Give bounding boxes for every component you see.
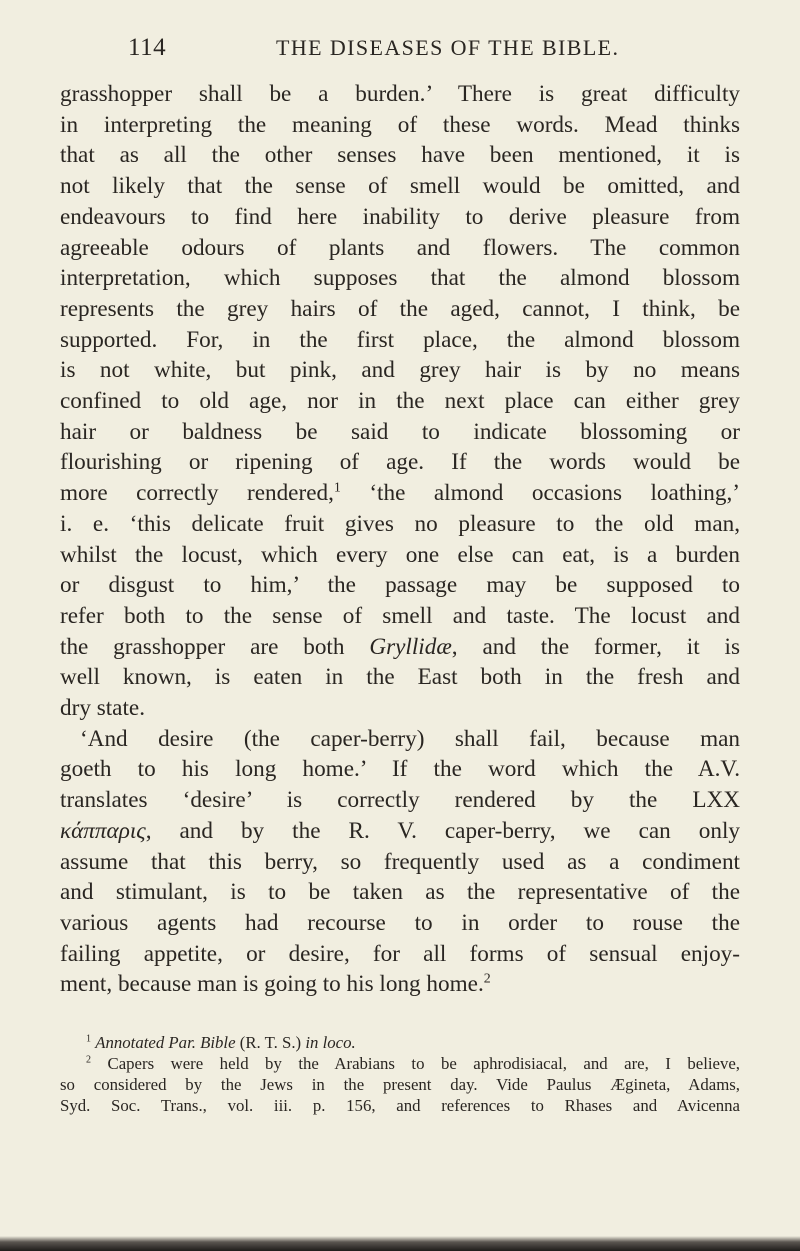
text-line: hair or baldness be said to indicate blossoming or: [60, 418, 740, 445]
text-line: dry state.: [60, 695, 145, 722]
footnote-text: Capers were held by the Arabians to be aphrodisiacal, and are, I believe,: [91, 1054, 740, 1073]
italic-term: Gryllidæ: [369, 633, 452, 660]
footnote-marker: 2: [86, 1054, 92, 1066]
text-line: ‘And desire (the caper-berry) shall fail, because man: [80, 725, 740, 752]
footnote-ref-2: 2: [483, 971, 491, 987]
text-line: various agents had recourse to in order to rouse the: [60, 909, 740, 936]
text-segment: , and by the R. V. caper-berry, we can only: [145, 817, 740, 844]
footnote-text: in loco.: [305, 1033, 356, 1052]
text-segment: , and the former, it is: [451, 633, 740, 660]
text-line: flourishing or ripening of age. If the words would be: [60, 449, 740, 476]
text-line: represents the grey hairs of the aged, cannot, I think, be: [60, 295, 740, 322]
text-line: grasshopper shall be a burden.’ There is great difficulty: [60, 81, 740, 107]
text-line: supported. For, in the first place, the almond blossom: [60, 326, 740, 353]
footnote-marker: 1: [86, 1033, 92, 1045]
text-segment: ment, because man is going to his long home.: [60, 971, 484, 998]
page-bottom-edge: [0, 1236, 800, 1251]
body-text: [60, 79, 740, 1000]
text-line: endeavours to find here inability to derive pleasure from: [60, 203, 740, 230]
text-line: refer both to the sense of smell and taste. The locust and: [60, 602, 740, 629]
page-number: 114: [128, 34, 167, 61]
text-line: agreeable odours of plants and flowers. The common: [60, 234, 740, 261]
text-line: [60, 632, 740, 663]
text-line: goeth to his long home.’ If the word which the A.V.: [60, 756, 740, 783]
text-line: in interpreting the meaning of these words. Mead thinks: [60, 111, 740, 138]
footnote-line: so considered by the Jews in the present day. Vide Paulus Ægineta, Adams,: [60, 1075, 740, 1094]
footnote-text: (R. T. S.): [235, 1033, 306, 1052]
text-line: is not white, but pink, and grey hair is by no means: [60, 357, 740, 384]
footnote-2: [60, 1053, 740, 1074]
footnote-title: Annotated Par. Bible: [95, 1033, 236, 1052]
text-line: and stimulant, is to be taken as the representative of the: [60, 879, 740, 906]
footnote-1: [60, 1032, 740, 1053]
text-line: [60, 816, 740, 847]
running-title: THE DISEASES OF THE BIBLE.: [276, 35, 620, 60]
greek-term: κάππαρις: [60, 817, 146, 844]
page-header: [128, 34, 728, 74]
text-segment: ‘the almond occasions loathing,’: [340, 480, 740, 507]
text-line: or disgust to him,’ the passage may be supposed to: [60, 572, 740, 599]
text-line: that as all the other senses have been mentioned, it is: [60, 142, 740, 169]
text-line: whilst the locust, which every one else can eat, is a burden: [60, 541, 740, 568]
footnote-ref-1: 1: [333, 480, 341, 496]
text-segment: the grasshopper are both: [60, 633, 370, 660]
text-segment: more correctly rendered,: [60, 480, 334, 507]
text-line: well known, is eaten in the East both in the fresh and: [60, 664, 740, 691]
text-line: [60, 478, 740, 509]
text-line: not likely that the sense of smell would be omitted, and: [60, 173, 740, 200]
footnotes: [60, 1032, 740, 1116]
footnote-line: Syd. Soc. Trans., vol. iii. p. 156, and references to Rhases and Avicenna: [60, 1096, 740, 1115]
text-line: assume that this berry, so frequently used as a condiment: [60, 848, 740, 875]
text-line: translates ‘desire’ is correctly rendered by the LXX: [60, 787, 740, 814]
text-line: i. e. ‘this delicate fruit gives no pleasure to the old man,: [60, 510, 740, 537]
text-line: interpretation, which supposes that the almond blossom: [60, 265, 740, 292]
text-line: confined to old age, nor in the next place can either grey: [60, 388, 740, 415]
text-line: [60, 969, 740, 1000]
text-line: failing appetite, or desire, for all forms of sensual enjoy-: [60, 940, 740, 967]
